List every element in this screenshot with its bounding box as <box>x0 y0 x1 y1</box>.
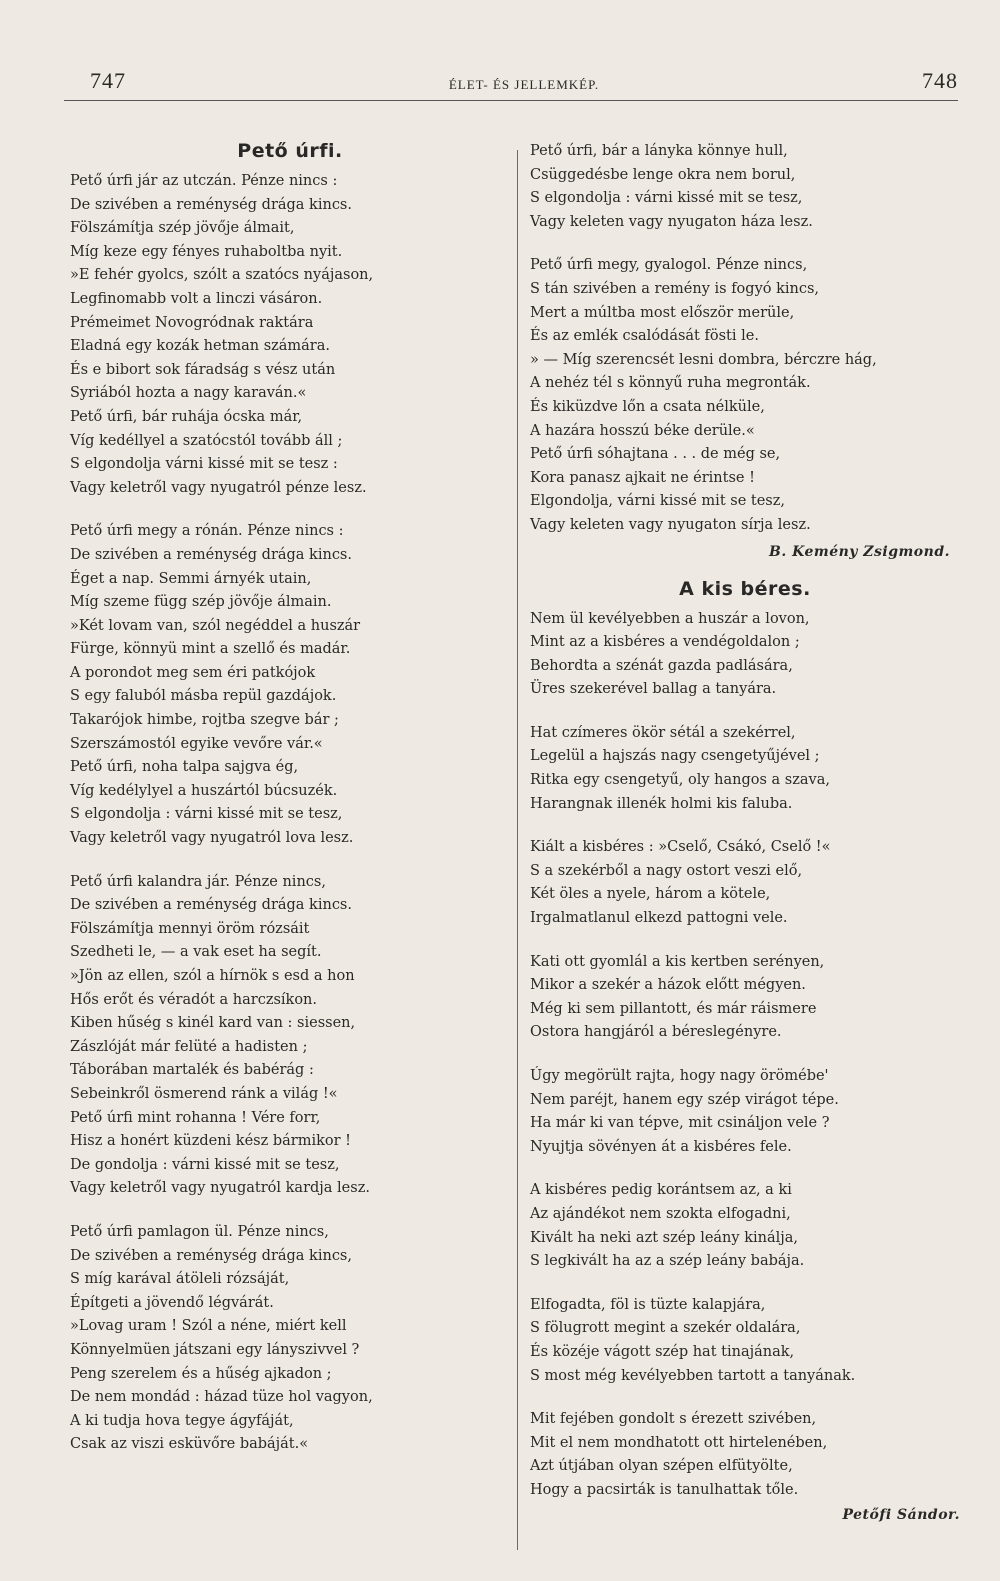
verse-line: Pető úrfi pamlagon ül. Pénze nincs, <box>70 1223 329 1240</box>
verse-line: Nem paréjt, hanem egy szép virágot tépe. <box>530 1091 839 1108</box>
verse-line: Pető úrfi megy a rónán. Pénze nincs : <box>70 523 344 540</box>
page-number-left: 747 <box>90 68 126 93</box>
verse-line: Táborában martalék és babérág : <box>70 1062 314 1079</box>
verse-line: Prémeimet Novogródnak raktára <box>70 314 314 331</box>
verse-line: S tán szivében a remény is fogyó kincs, <box>530 280 820 297</box>
author-signature: Petőfi Sándor. <box>842 1506 960 1523</box>
stanza <box>530 608 960 702</box>
verse-line: A hazára hosszú béke derüle.« <box>530 422 755 439</box>
verse-line: Kiált a kisbéres : »Cselő, Csákó, Cselő !« <box>530 839 831 856</box>
verse-line: Üres szekerével ballag a tanyára. <box>530 681 777 698</box>
verse-line: »Jön az ellen, szól a hírnök s esd a hon <box>70 968 355 984</box>
column-divider <box>517 150 518 1550</box>
verse-line: Kati ott gyomlál a kis kertben serényen, <box>530 953 825 970</box>
verse-line: »Két lovam van, szól negéddel a huszár <box>70 617 361 634</box>
verse-line: S elgondolja : várni kissé mit se tesz, <box>530 190 803 207</box>
verse-line: Még ki sem pillantott, és már ráismere <box>530 1000 817 1017</box>
verse-line: Pető úrfi, noha talpa sajgva ég, <box>70 759 299 776</box>
stanza <box>530 1179 960 1273</box>
verse-line: Syriából hozta a nagy karaván.« <box>70 385 307 402</box>
verse-line: Hat czímeres ökör sétál a szekérrel, <box>530 724 796 741</box>
verse-line: Zászlóját már felüté a hadisten ; <box>70 1038 308 1055</box>
verse-line: Hisz a honért küzdeni kész bármikor ! <box>70 1133 351 1150</box>
verse-line: Pető úrfi, bár a lányka könnye hull, <box>530 143 788 159</box>
verse-line: Elgondolja, várni kissé mit se tesz, <box>530 493 785 510</box>
verse-line: Ritka egy csengetyű, oly hangos a szava, <box>530 772 830 789</box>
verse-line: Pető úrfi mint rohanna ! Vére forr, <box>70 1109 321 1126</box>
page-number-right: 748 <box>922 68 958 93</box>
verse-line: Peng szerelem és a hűség ajkadon ; <box>70 1365 332 1382</box>
verse-line: Ha már ki van tépve, mit csináljon vele ? <box>530 1115 830 1132</box>
left-column <box>70 140 510 1477</box>
verse-line: A nehéz tél s könnyű ruha megronták. <box>530 375 811 392</box>
verse-line: Harangnak illenék holmi kis faluba. <box>530 795 793 812</box>
verse-line: De szivében a reménység drága kincs. <box>70 546 352 563</box>
verse-line: S a szekérből a nagy ostort veszi elő, <box>530 862 803 879</box>
verse-line: Legelül a hajszás nagy csengetyűjével ; <box>530 748 820 765</box>
header-rule <box>64 100 958 101</box>
verse-line: Éget a nap. Semmi árnyék utain, <box>70 570 312 587</box>
verse-line: Fürge, könnyü mint a szellő és madár. <box>70 641 351 658</box>
verse-line: Kora panasz ajkait ne érintse ! <box>530 469 755 486</box>
stanza <box>530 1065 960 1159</box>
verse-line: De szivében a reménység drága kincs, <box>70 1247 352 1264</box>
verse-line: De szivében a reménység drága kincs. <box>70 897 352 914</box>
verse-line: A kisbéres pedig korántsem az, a ki <box>530 1182 792 1199</box>
right-column <box>530 140 960 1541</box>
verse-line: És az emlék csalódását fösti le. <box>530 328 759 345</box>
verse-line: De gondolja : várni kissé mit se tesz, <box>70 1156 340 1173</box>
poem-body <box>530 608 960 1503</box>
verse-line: Csak az viszi esküvőre babáját.« <box>70 1436 309 1453</box>
verse-line: Az ajándékot nem szokta elfogadni, <box>530 1205 791 1222</box>
stanza <box>70 871 510 1201</box>
verse-line: Vagy keletről vagy nyugatról pénze lesz. <box>70 479 367 496</box>
verse-line: Mit el nem mondhatott ott hirtelenében, <box>530 1434 828 1451</box>
verse-line: Mert a múltba most először merüle, <box>530 304 795 321</box>
verse-line: »Lovag uram ! Szól a néne, miért kell <box>70 1318 347 1335</box>
verse-line: Úgy megörült rajta, hogy nagy örömébe' <box>530 1068 829 1084</box>
verse-line: Ostora hangjáról a béreslegényre. <box>530 1024 782 1041</box>
stanza <box>530 951 960 1045</box>
verse-line: Víg kedélylyel a huszártól búcsuzék. <box>70 782 338 799</box>
verse-line: Pető úrfi megy, gyalogol. Pénze nincs, <box>530 257 808 274</box>
verse-line: Fölszámítja szép jövője álmait, <box>70 220 295 237</box>
stanza <box>530 836 960 930</box>
verse-line: Csüggedésbe lenge okra nem borul, <box>530 166 796 183</box>
running-title: ÉLET- ÉS JELLEMKÉP. <box>448 77 600 92</box>
verse-line: S most még kevélyebben tartott a tanyának. <box>530 1367 856 1384</box>
verse-line: Legfinomabb volt a linczi vásáron. <box>70 290 323 307</box>
stanza <box>70 170 510 500</box>
verse-line: És e bibort sok fáradság s vész után <box>70 361 336 378</box>
verse-line: Kivált ha neki azt szép leány kinálja, <box>530 1229 798 1246</box>
verse-line: S fölugrott megint a szekér oldalára, <box>530 1320 801 1337</box>
verse-line: » — Míg szerencsét lesni dombra, bérczre hág, <box>530 351 877 368</box>
verse-line: Szedheti le, — a vak eset ha segít. <box>70 944 322 961</box>
stanza <box>530 1408 960 1502</box>
verse-line: Vagy keleten vagy nyugaton háza lesz. <box>530 213 813 230</box>
verse-line: Vagy keletről vagy nyugatról kardja lesz. <box>70 1180 370 1197</box>
verse-line: Építgeti a jövendő légvárát. <box>70 1294 274 1311</box>
verse-line: Fölszámítja mennyi öröm rózsáit <box>70 920 310 937</box>
verse-line: Nyujtja sövényen át a kisbéres fele. <box>530 1138 792 1155</box>
verse-line: Vagy keletről vagy nyugatról lova lesz. <box>70 830 354 847</box>
verse-line: S elgondolja : várni kissé mit se tesz, <box>70 806 343 823</box>
verse-line: Vagy keleten vagy nyugaton sírja lesz. <box>530 516 811 533</box>
running-header <box>90 68 958 98</box>
verse-line: Két öles a nyele, három a kötele, <box>530 886 771 903</box>
stanza <box>530 140 960 234</box>
poem-title: Pető úrfi. <box>237 140 343 162</box>
verse-line: Pető úrfi jár az utczán. Pénze nincs : <box>70 173 338 189</box>
verse-line: Pető úrfi sóhajtana . . . de még se, <box>530 446 781 463</box>
verse-line: S míg karával átöleli rózsáját, <box>70 1271 290 1288</box>
verse-line: Irgalmatlanul elkezd pattogni vele. <box>530 910 788 927</box>
verse-line: Szerszámostól egyike vevőre vár.« <box>70 735 323 752</box>
verse-line: A ki tudja hova tegye ágyfáját, <box>70 1412 294 1429</box>
verse-line: Takarójok himbe, rojtba szegve bár ; <box>70 712 339 729</box>
verse-line: Hős erőt és véradót a harczsíkon. <box>70 991 318 1008</box>
verse-line: Eladná egy kozák hetman számára. <box>70 338 330 355</box>
poem-title: A kis béres. <box>679 577 811 600</box>
verse-line: »E fehér gyolcs, szólt a szatócs nyájason, <box>70 267 374 284</box>
stanza <box>530 1294 960 1388</box>
author-signature: B. Kemény Zsigmond. <box>769 543 950 560</box>
verse-line: Hogy a pacsirták is tanulhattak tőle. <box>530 1481 799 1498</box>
verse-line: Behordta a szénát gazda padlására, <box>530 657 793 674</box>
poem-body-continued <box>530 140 960 538</box>
verse-line: De szivében a reménység drága kincs. <box>70 196 352 213</box>
verse-line: De nem mondád : házad tüze hol vagyon, <box>70 1389 373 1406</box>
verse-line: Kiben hűség s kinél kard van : siessen, <box>70 1015 356 1032</box>
verse-line: Míg keze egy fényes ruhaboltba nyit. <box>70 243 343 260</box>
verse-line: Mit fejében gondolt s érezett szivében, <box>530 1411 817 1428</box>
verse-line: A porondot meg sem éri patkójok <box>70 664 316 681</box>
stanza <box>530 254 960 537</box>
verse-line: Azt útjában olyan szépen elfütyölte, <box>530 1458 793 1475</box>
stanza <box>70 1221 510 1457</box>
verse-line: Sebeinkről ösmerend ránk a világ !« <box>70 1085 338 1102</box>
verse-line: És kiküzdve lőn a csata nélküle, <box>530 398 765 415</box>
verse-line: Nem ül kevélyebben a huszár a lovon, <box>530 610 810 627</box>
stanza <box>530 722 960 816</box>
verse-line: Könnyelmüen játszani egy lányszivvel ? <box>70 1341 360 1358</box>
verse-line: Mint az a kisbéres a vendégoldalon ; <box>530 634 800 651</box>
verse-line: Míg szeme függ szép jövője álmain. <box>70 594 332 611</box>
verse-line: És közéje vágott szép hat tinajának, <box>530 1343 795 1360</box>
verse-line: S egy faluból másba repül gazdájok. <box>70 688 337 705</box>
stanza <box>70 520 510 850</box>
verse-line: S elgondolja várni kissé mit se tesz : <box>70 456 338 473</box>
verse-line: Víg kedéllyel a szatócstól tovább áll ; <box>70 432 343 449</box>
verse-line: S legkivált ha az a szép leány babája. <box>530 1253 805 1270</box>
verse-line: Pető úrfi, bár ruhája ócska már, <box>70 408 303 425</box>
poem-body <box>70 170 510 1457</box>
verse-line: Mikor a szekér a házok előtt mégyen. <box>530 977 806 994</box>
verse-line: Pető úrfi kalandra jár. Pénze nincs, <box>70 873 326 890</box>
verse-line: Elfogadta, föl is tüzte kalapjára, <box>530 1296 766 1313</box>
